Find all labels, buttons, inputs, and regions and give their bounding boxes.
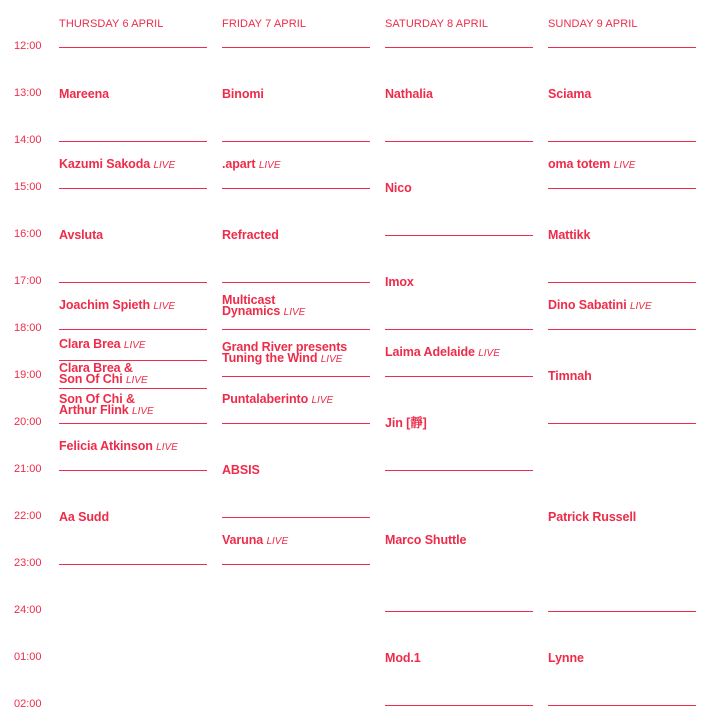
time-label: 12:00 [14, 40, 42, 52]
artist-name-line: Jin [靜] [385, 415, 427, 430]
artist-name [59, 441, 211, 453]
slot-top-line [59, 423, 207, 424]
artist-name-line: Puntalaberinto [222, 392, 309, 406]
artist-name [59, 300, 211, 312]
live-tag: LIVE [123, 340, 146, 352]
artist-name [385, 535, 537, 546]
slot-top-line [222, 517, 370, 518]
artist-name [385, 86, 537, 101]
live-tag: LIVE [478, 348, 500, 359]
slot-top-line [385, 141, 533, 142]
artist-name [385, 274, 537, 289]
slot-top-line [59, 141, 207, 142]
artist-name [385, 347, 537, 359]
artist-name-line: .apart [222, 157, 256, 171]
time-label: 02:00 [14, 698, 42, 710]
time-label: 13:00 [14, 87, 42, 99]
timetable-slot[interactable] [548, 329, 696, 423]
timetable-slot[interactable] [59, 388, 207, 423]
artist-name [385, 650, 537, 665]
slot-top-line [548, 47, 696, 48]
artist-name-line: Timnah [548, 368, 592, 383]
day-header: FRIDAY 7 APRIL [222, 18, 307, 30]
artist-name-line: Clara Brea [59, 337, 121, 352]
artist-name [385, 415, 537, 430]
slot-top-line [385, 376, 533, 377]
time-label: 16:00 [14, 228, 42, 240]
slot-top-line [548, 141, 696, 142]
artist-name-line: Varuna [222, 533, 264, 547]
artist-name-line: Dynamics [222, 303, 281, 318]
artist-name-line: Dino Sabatini [548, 298, 627, 312]
live-tag: LIVE [283, 306, 306, 318]
live-tag: LIVE [132, 406, 154, 418]
time-label: 15:00 [14, 181, 42, 193]
artist-name-line: Mod.1 [385, 650, 421, 665]
slot-top-line [222, 329, 370, 330]
artist-name-line: Joachim Spieth [59, 298, 150, 312]
artist-name [548, 300, 700, 312]
artist-name-line: Mareena [59, 86, 110, 101]
live-tag: LIVE [156, 442, 178, 453]
slot-top-line [222, 47, 370, 48]
artist-name [548, 368, 700, 383]
slot-top-line [385, 611, 533, 612]
artist-name [222, 462, 374, 477]
artist-name [222, 86, 374, 101]
artist-name [385, 180, 537, 195]
timetable-slot[interactable] [385, 329, 533, 376]
timetable-slot[interactable] [222, 329, 370, 376]
artist-name-line: Refracted [222, 227, 279, 242]
artist-name-line: Lynne [548, 650, 584, 665]
artist-name [222, 227, 374, 242]
live-tag: LIVE [320, 353, 343, 365]
slot-top-line [222, 188, 370, 189]
timetable-slot[interactable] [222, 282, 370, 329]
timetable-slot[interactable] [385, 235, 533, 329]
timetable-slot[interactable] [59, 423, 207, 470]
slot-top-line [385, 470, 533, 471]
slot-bottom-line [385, 705, 533, 706]
timetable-slot[interactable] [385, 611, 533, 705]
slot-top-line [548, 611, 696, 612]
artist-name-line: Grand River presents [222, 339, 348, 354]
artist-name [548, 227, 700, 242]
timetable-slot[interactable] [548, 141, 696, 188]
artist-name-line: Kazumi Sakoda [59, 157, 151, 171]
time-label: 18:00 [14, 322, 42, 334]
live-tag: LIVE [311, 395, 334, 406]
artist-name-line: Patrick Russell [548, 509, 637, 524]
slot-top-line [59, 470, 207, 471]
timetable-slot[interactable] [385, 47, 533, 141]
time-label: 21:00 [14, 463, 42, 475]
artist-name-line: Son Of Chi [59, 372, 123, 387]
artist-name-line: Tuning the Wind [222, 350, 318, 365]
timetable-slot[interactable] [548, 47, 696, 141]
live-tag: LIVE [258, 160, 281, 171]
artist-name-line: Imox [385, 274, 414, 289]
artist-name-line: Avsluta [59, 227, 103, 242]
artist-name [222, 535, 374, 547]
artist-name-line: Nico [385, 180, 412, 195]
live-tag: LIVE [153, 160, 176, 171]
timetable-slot[interactable] [222, 376, 370, 423]
artist-name-line: Marco Shuttle [385, 533, 467, 547]
live-tag: LIVE [629, 301, 652, 312]
slot-top-line [59, 329, 207, 330]
live-tag: LIVE [153, 301, 176, 312]
artist-name [548, 159, 700, 171]
artist-name-line: Arthur Flink [59, 403, 129, 418]
artist-name-line: Son Of Chi & [59, 392, 135, 407]
day-header: SATURDAY 8 APRIL [385, 18, 489, 30]
timetable-slot[interactable] [222, 47, 370, 141]
day-header: SUNDAY 9 APRIL [548, 18, 638, 30]
artist-name [59, 86, 211, 101]
slot-top-line [59, 47, 207, 48]
timetable-slot[interactable] [59, 329, 207, 360]
timetable-slot[interactable] [59, 47, 207, 141]
artist-name [59, 159, 211, 171]
timetable-slot[interactable] [548, 423, 696, 611]
artist-name [548, 86, 700, 101]
artist-name-line: Nathalia [385, 86, 433, 101]
timetable-slot[interactable] [59, 141, 207, 188]
artist-name-line: Multicast [222, 292, 276, 307]
timetable-slot[interactable] [385, 376, 533, 470]
timetable-slot[interactable] [548, 282, 696, 329]
timetable-slot[interactable] [59, 282, 207, 329]
slot-top-line [222, 282, 370, 283]
artist-name [59, 363, 211, 386]
slot-top-line [222, 376, 370, 377]
slot-top-line [59, 188, 207, 189]
time-label: 14:00 [14, 134, 42, 146]
artist-name-line: Binomi [222, 86, 264, 101]
slot-top-line [385, 235, 533, 236]
slot-top-line [385, 47, 533, 48]
artist-name [222, 339, 374, 365]
timetable-slot[interactable] [222, 423, 370, 517]
timetable-slot[interactable] [222, 141, 370, 188]
day-header: THURSDAY 6 APRIL [59, 18, 164, 30]
slot-top-line [59, 282, 207, 283]
timetable-slot[interactable] [59, 470, 207, 564]
time-label: 20:00 [14, 416, 42, 428]
artist-name-line: Laima Adelaide [385, 345, 475, 359]
timetable-slot[interactable] [59, 360, 207, 387]
slot-top-line [222, 141, 370, 142]
slot-top-line [548, 188, 696, 189]
slot-top-line [222, 423, 370, 424]
time-label: 01:00 [14, 651, 42, 663]
artist-name-line: Mattikk [548, 227, 591, 242]
artist-name-line: ABSIS [222, 462, 260, 477]
artist-name [59, 227, 211, 242]
slot-bottom-line [59, 564, 207, 565]
timetable-slot[interactable] [385, 141, 533, 235]
artist-name-line: Sciama [548, 86, 592, 101]
timetable-slot[interactable] [222, 517, 370, 564]
slot-top-line [548, 282, 696, 283]
artist-name [59, 509, 211, 524]
time-label: 22:00 [14, 510, 42, 522]
timetable-slot[interactable] [59, 188, 207, 282]
slot-top-line [548, 423, 696, 424]
artist-name [59, 339, 211, 351]
timetable-slot[interactable] [548, 188, 696, 282]
slot-top-line [385, 329, 533, 330]
timetable-slot[interactable] [548, 611, 696, 705]
slot-bottom-line [548, 705, 696, 706]
time-label: 19:00 [14, 369, 42, 381]
artist-name-line: Aa Sudd [59, 509, 109, 524]
artist-name-line: Clara Brea & [59, 361, 133, 376]
artist-name [222, 394, 374, 406]
slot-top-line [548, 329, 696, 330]
artist-name [222, 292, 374, 318]
time-label: 24:00 [14, 604, 42, 616]
artist-name [222, 159, 374, 171]
timetable-slot[interactable] [385, 470, 533, 611]
time-label: 17:00 [14, 275, 42, 287]
timetable-slot[interactable] [222, 188, 370, 282]
slot-top-line [59, 388, 207, 389]
live-tag: LIVE [125, 375, 148, 387]
artist-name-line: oma totem [548, 157, 611, 171]
live-tag: LIVE [266, 536, 289, 547]
slot-bottom-line [222, 564, 370, 565]
time-label: 23:00 [14, 557, 42, 569]
artist-name [548, 650, 700, 665]
artist-name [548, 509, 700, 524]
artist-name [59, 394, 211, 417]
live-tag: LIVE [613, 160, 636, 171]
artist-name-line: Felicia Atkinson [59, 439, 153, 453]
